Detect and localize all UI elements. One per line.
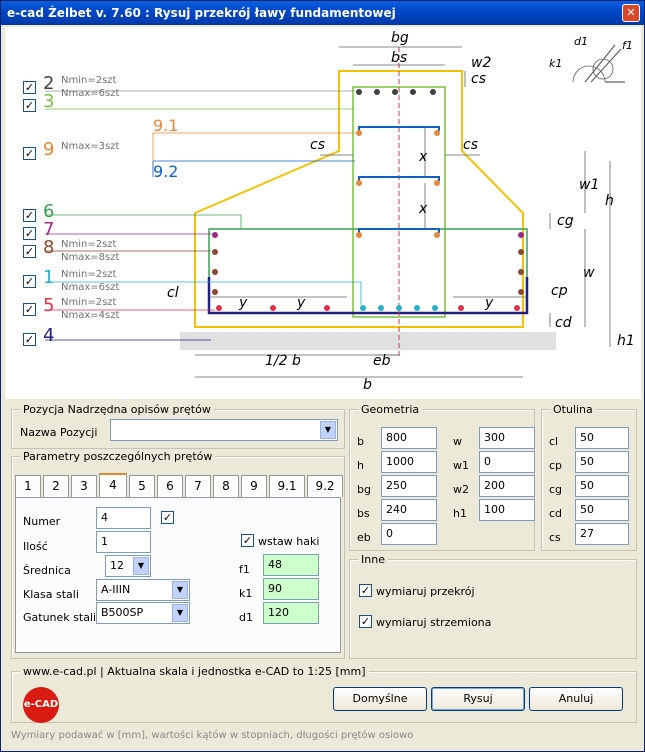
bar-8-point [518,269,524,275]
bg-field[interactable]: 250 [381,475,437,497]
field-label: cs [549,531,561,544]
svg-text:cs: cs [310,137,325,153]
bar-1-checkbox[interactable]: ✓ [24,99,35,112]
field-label: h [357,459,364,472]
bar-2-point [410,89,416,95]
bar-1-point [378,305,384,311]
rysuj-button[interactable]: Rysuj [431,687,525,711]
chevron-down-icon: ▼ [172,604,188,622]
wymiaruj-strzemiona-checkbox[interactable]: ✓ [360,615,371,628]
inne-frame: Inne [349,559,637,659]
section-drawing [5,27,641,399]
svg-text:cg: cg [557,213,574,229]
cl-field[interactable]: 50 [575,427,629,449]
bar-note-min: Nmin=2szt [61,297,117,308]
field-label: b [357,435,364,448]
footing-stirrup [209,229,527,313]
wstaw-haki-checkbox[interactable]: ✓ [242,534,253,547]
svg-text:bg: bg [391,30,409,46]
bar-number-label: 7 [43,219,55,240]
bar-number-label: 8 [43,237,55,258]
bar-2-point [430,89,436,95]
otulina-frame: Otulina [541,409,637,551]
bar-4-checkbox[interactable]: ✓ [24,227,35,240]
klasa-stali-select[interactable]: A-IIIN ▼ [96,579,190,601]
bar-note-min: Nmin=2szt [61,269,117,280]
bar-8-point [212,269,218,275]
bar-note-max: Nmax=6szt [61,282,120,293]
bar-1-point [414,305,420,311]
tab-1[interactable]: 1 [15,475,41,497]
srednica-select[interactable]: 12 ▼ [105,555,151,577]
bar-8-point [212,289,218,295]
bar-number-label: 4 [43,325,55,346]
cg-field[interactable]: 50 [575,475,629,497]
eb-field[interactable]: 0 [381,523,437,545]
field-label: cd [549,507,563,520]
bar-number-label: 1 [43,267,55,288]
bar-1-point [432,305,438,311]
tab-3[interactable]: 3 [71,475,97,497]
ilosc-field[interactable]: 1 [96,531,151,553]
bar-2-point [356,89,362,95]
w1-field[interactable]: 0 [479,451,535,473]
svg-text:h: h [605,193,614,209]
pozycja-frame: Pozycja Nadrzędna opisów prętów Nazwa Pozycji ▼ [11,409,345,449]
field-label: cl [549,435,559,448]
numer-field[interactable]: 4 [96,507,151,529]
bar-number-label: 5 [43,295,55,316]
bar-7-checkbox[interactable]: ✓ [24,303,35,316]
svg-text:9.1: 9.1 [153,116,179,135]
bar-9-point [356,180,362,186]
bar-1-point [396,305,402,311]
geometria-frame: Geometria [349,409,535,551]
field-label: w1 [453,459,469,472]
svg-text:1/2 b: 1/2 b [265,353,301,369]
field-label: cg [549,483,563,496]
tab-4[interactable]: 4 [99,473,127,498]
bar-7-point [518,232,524,238]
bar-5-point [270,305,276,311]
cd-field[interactable]: 50 [575,499,629,521]
svg-text:f1: f1 [622,39,633,52]
svg-text:d1: d1 [574,35,588,48]
bar-8-checkbox[interactable]: ✓ [24,333,35,346]
svg-text:cs: cs [463,137,478,153]
chevron-down-icon: ▼ [172,581,188,599]
bar-7-point [212,232,218,238]
bar-note-min: Nmin=2szt [61,239,117,250]
bar-note-max: Nmax=4szt [61,310,120,321]
tab-5[interactable]: 5 [129,475,155,497]
svg-text:w: w [583,265,595,281]
wymiaruj-przekroj-checkbox[interactable]: ✓ [360,584,371,597]
svg-text:cl: cl [167,285,179,301]
bar-0-checkbox[interactable]: ✓ [24,81,35,94]
svg-text:y: y [297,295,306,311]
svg-text:eb: eb [373,353,391,369]
bar-9-point [434,180,440,186]
f1-field[interactable]: 48 [263,554,319,576]
bar-number-label: 2 [43,73,55,94]
svg-text:x: x [419,149,428,165]
bottom-frame: www.e-cad.pl | Aktualna skala i jednostka e-CAD to 1:25 [mm] [11,671,637,723]
tab-6[interactable]: 6 [157,475,183,497]
svg-text:cs: cs [471,71,486,87]
chevron-down-icon: ▼ [320,421,336,439]
bar-2-checkbox[interactable]: ✓ [24,147,35,160]
hook-detail [573,66,605,82]
svg-text:9.2: 9.2 [153,162,179,181]
w-field[interactable]: 300 [479,427,535,449]
bar-9-point [356,232,362,238]
parametry-frame: Parametry poszczególnych prętów [11,456,345,659]
bar-1-point [360,305,366,311]
field-label: bg [357,483,371,496]
bar-2-point [392,89,398,95]
anuluj-button[interactable]: Anuluj [529,687,623,711]
svg-text:w2: w2 [471,55,492,71]
bar-9-point [434,232,440,238]
tab-7[interactable]: 7 [185,475,211,497]
field-label: cp [549,459,563,472]
h-field[interactable]: 1000 [381,451,437,473]
nazwa-pozycji-select[interactable] [110,419,338,441]
b-field[interactable]: 800 [381,427,437,449]
tab-9-2[interactable]: 9.2 [307,475,343,497]
bar-note-min: Nmin=2szt [61,75,117,86]
field-label: eb [357,531,371,544]
svg-text:y: y [239,295,248,311]
tab-9-1[interactable]: 9.1 [269,475,305,497]
bar-9-point [356,130,362,136]
svg-text:x: x [419,201,428,217]
bar-2-point [374,89,380,95]
ground-slab [180,332,556,350]
bar-8-point [518,249,524,255]
bar-note-min: Nmax=3szt [61,141,120,152]
bar-tabs [15,473,345,497]
svg-text:b: b [363,377,372,393]
bar-6-checkbox[interactable]: ✓ [24,275,35,288]
field-label: w2 [453,483,469,496]
main-window: e-cad Żelbet v. 7.60 : Rysuj przekrój ławy fundamentowej ✕ bg bs w2 cs cs cs x x w1 h cg w cl cp y y y cd h1 1/2 b eb b 9.1 9.2 d1 f1 k1 ✓ 2 Nmin=2szt Nmax=6szt ✓ 3 ✓ 9 Nmax=3szt ✓ 6 ✓ 7 ✓ 8 Nmin=2szt Nmax=8szt ✓ 1 Nmin=2szt Nmax=6szt ✓ 5 Nmin=2szt Nmax=4szt ✓ 4 Pozycja Nadrzędna opisów prętów Nazwa Pozycji ▼ Parametry poszczególnych prętów 1 2 3 4 5 6 7 8 9 9.1 9.2 Numer 4 ✓ Ilość 1 Średnica 12 ▼ Klasa stali A-IIIN ▼ Gatunek stali B500SP ▼ ✓ wstaw haki f1 48 k1 90 d1 120 Geometria b 800 h 1000 bg 250 bs 240 eb 0 w 300 w1 0 w2 200 h1 100 Otulina cl 50 cp 50 cg 50 cd 50 cs 27 Inne ✓ wymiaruj przekrój ✓ wymiaruj strzemiona www.e-cad.pl | Aktualna skala i jednostka e-CAD to 1:25 [mm] e-CAD Domyślne Rysuj Anuluj Wymiary podawać w [mm], wartości kątów w stopniach, długości prętów osiowo [0,0,645,752]
bar-5-point [324,305,330,311]
chevron-down-icon: ▼ [133,557,149,575]
field-label: w [453,435,462,448]
close-button[interactable] [622,4,640,22]
tab-9[interactable]: 9 [241,475,267,497]
bar-3-checkbox[interactable]: ✓ [24,209,35,222]
svg-text:k1: k1 [549,57,563,70]
bar-number-label: 6 [43,201,55,222]
close-icon: ✕ [626,6,636,19]
bar-5-point [216,305,222,311]
k1-field[interactable]: 90 [263,578,319,600]
bar-note-max: Nmax=6szt [61,88,120,99]
tab-8[interactable]: 8 [213,475,239,497]
footer-hint: Wymiary podawać w [mm], wartości kątów w stopniach, długości prętów osiowo [11,730,414,741]
bar-number-label: 9 [43,139,55,160]
tab-2[interactable]: 2 [43,475,69,497]
ecad-logo: e-CAD [23,687,59,723]
bar-5-point [458,305,464,311]
svg-text:cp: cp [551,283,568,299]
bar-number-label: 3 [43,91,55,112]
window-title: e-cad Żelbet v. 7.60 : Rysuj przekrój ławy fundamentowej [7,6,396,20]
d1-field[interactable]: 120 [263,602,319,624]
w2-field[interactable]: 200 [479,475,535,497]
title-bar [1,1,644,25]
cp-field[interactable]: 50 [575,451,629,473]
bs-field[interactable]: 240 [381,499,437,521]
svg-text:h1: h1 [617,333,635,349]
bar-5-point [514,305,520,311]
domyslne-button[interactable]: Domyślne [333,687,427,711]
field-label: h1 [453,507,467,520]
bar-9-point [434,130,440,136]
bar-8-point [518,289,524,295]
svg-text:w1: w1 [579,177,600,193]
numer-checkbox[interactable]: ✓ [162,511,173,524]
bar-5-checkbox[interactable]: ✓ [24,245,35,258]
svg-text:bs: bs [391,50,408,66]
svg-text:y: y [485,295,494,311]
cs-field[interactable]: 27 [575,523,629,545]
svg-text:cd: cd [555,315,572,331]
h1-field[interactable]: 100 [479,499,535,521]
gatunek-stali-select[interactable]: B500SP ▼ [96,602,190,624]
field-label: bs [357,507,370,520]
bar-8-point [212,249,218,255]
bar-note-max: Nmax=8szt [61,252,120,263]
